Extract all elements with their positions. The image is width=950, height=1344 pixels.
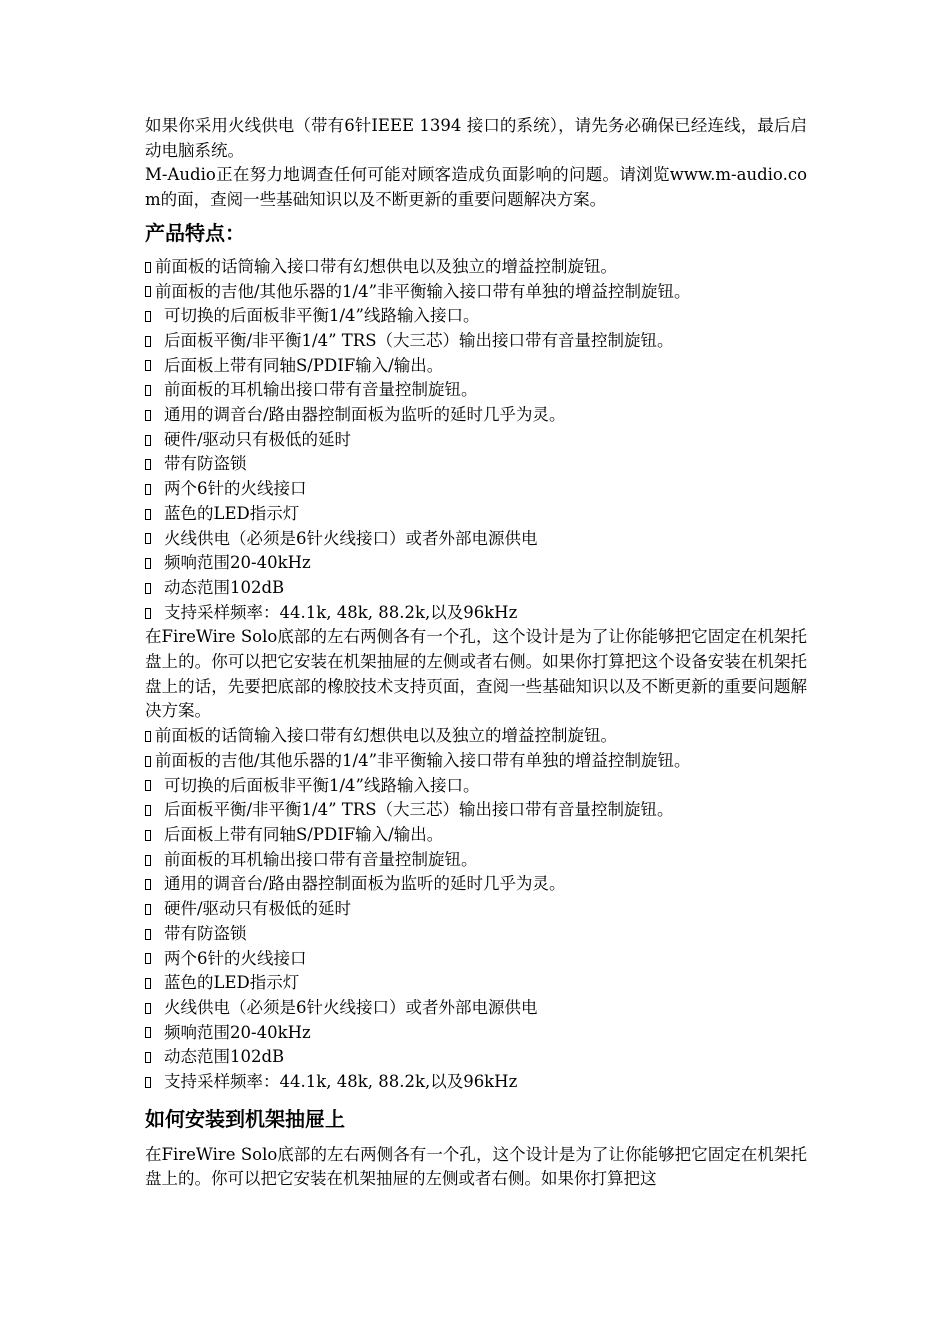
feature-text: 可切换的后面板非平衡1/4”线路输入接口。: [164, 775, 480, 795]
section-heading-features: 产品特点：: [145, 220, 245, 245]
feature-list-item: [145, 378, 807, 403]
section-heading-install: 如何安装到机架抽屉上: [145, 1106, 345, 1131]
bullet-box-icon: [145, 830, 151, 841]
feature-text: 带有防盗锁: [164, 923, 247, 943]
feature-text: 后面板上带有同轴S/PDIF输入/输出。: [164, 355, 444, 375]
feature-text: 前面板的吉他/其他乐器的1/4”非平衡输入接口带有单独的增益控制旋钮。: [155, 750, 691, 770]
document-page: [145, 114, 807, 1192]
bullet-box-icon: [145, 879, 151, 890]
bullet-box-icon: [145, 756, 151, 767]
bullet-box-icon: [145, 583, 151, 594]
bullet-box-icon: [145, 780, 151, 791]
intro-paragraph-support: M-Audio正在努力地调查任何可能对顾客造成负面影响的问题。请浏览www.m-audio.com的面，查阅一些基础知识以及不断更新的重要问题解决方案。: [145, 165, 807, 210]
bullet-box-icon: [145, 1077, 151, 1088]
install-paragraph: 在FireWire Solo底部的左右两侧各有一个孔，这个设计是为了让你能够把它固定在机架托盘上的。你可以把它安装在机架抽屉的左侧或者右侧。如果你打算把这: [145, 1144, 807, 1189]
feature-list-item: [145, 280, 807, 305]
feature-list-item: [145, 502, 807, 527]
feature-text: 后面板上带有同轴S/PDIF输入/输出。: [164, 824, 444, 844]
feature-text: 蓝色的LED指示灯: [164, 503, 300, 523]
bullet-box-icon: [145, 360, 151, 371]
bullet-box-icon: [145, 286, 151, 297]
bullet-box-icon: [145, 805, 151, 816]
feature-list-item: [145, 428, 807, 453]
feature-text: 可切换的后面板非平衡1/4”线路输入接口。: [164, 306, 480, 326]
bullet-box-icon: [145, 953, 151, 964]
feature-list-item: [145, 551, 807, 576]
feature-list-item: [145, 1045, 807, 1070]
feature-list-item: [145, 724, 807, 749]
bullet-box-icon: [145, 904, 151, 915]
feature-text: 前面板的吉他/其他乐器的1/4”非平衡输入接口带有单独的增益控制旋钮。: [155, 281, 691, 301]
feature-text: 通用的调音台/路由器控制面板为监听的延时几乎为灵。: [164, 874, 566, 894]
bullet-box-icon: [145, 533, 151, 544]
feature-list-item: [145, 749, 807, 774]
feature-list-2: [145, 724, 807, 1095]
bullet-box-icon: [145, 509, 151, 520]
bullet-box-icon: [145, 558, 151, 569]
feature-text: 带有防盗锁: [164, 454, 247, 474]
feature-list-item: [145, 255, 807, 280]
feature-list-item: [145, 354, 807, 379]
feature-text: 频响范围20-40kHz: [164, 1022, 311, 1042]
feature-text: 支持采样频率：44.1k, 48k, 88.2k,以及96kHz: [164, 602, 518, 622]
feature-list-item: [145, 452, 807, 477]
feature-text: 火线供电（必须是6针火线接口）或者外部电源供电: [164, 528, 538, 548]
feature-list-item: [145, 329, 807, 354]
bullet-box-icon: [145, 484, 151, 495]
bullet-box-icon: [145, 855, 151, 866]
feature-list-item: [145, 304, 807, 329]
feature-text: 硬件/驱动只有极低的延时: [164, 899, 352, 919]
feature-text: 蓝色的LED指示灯: [164, 973, 300, 993]
bullet-box-icon: [145, 385, 151, 396]
bullet-box-icon: [145, 311, 151, 322]
feature-text: 前面板的耳机输出接口带有音量控制旋钮。: [164, 380, 478, 400]
feature-text: 两个6针的火线接口: [164, 948, 307, 968]
feature-list-item: [145, 798, 807, 823]
feature-list-item: [145, 1021, 807, 1046]
bullet-box-icon: [145, 336, 151, 347]
bullet-box-icon: [145, 459, 151, 470]
feature-text: 火线供电（必须是6针火线接口）或者外部电源供电: [164, 997, 538, 1017]
bullet-box-icon: [145, 608, 151, 619]
bullet-box-icon: [145, 262, 151, 273]
feature-list-item: [145, 403, 807, 428]
feature-list-item: [145, 774, 807, 799]
feature-list-item: [145, 1070, 807, 1095]
feature-text: 两个6针的火线接口: [164, 479, 307, 499]
feature-list-item: [145, 823, 807, 848]
feature-text: 频响范围20-40kHz: [164, 553, 311, 573]
feature-list-item: [145, 922, 807, 947]
feature-text: 支持采样频率：44.1k, 48k, 88.2k,以及96kHz: [164, 1072, 518, 1092]
bullet-box-icon: [145, 1003, 151, 1014]
feature-list-item: [145, 872, 807, 897]
feature-text: 后面板平衡/非平衡1/4” TRS（大三芯）输出接口带有音量控制旋钮。: [164, 330, 674, 350]
feature-list-1: [145, 255, 807, 626]
bullet-box-icon: [145, 1027, 151, 1038]
bullet-box-icon: [145, 929, 151, 940]
feature-list-item: [145, 848, 807, 873]
feature-text: 后面板平衡/非平衡1/4” TRS（大三芯）输出接口带有音量控制旋钮。: [164, 800, 674, 820]
feature-text: 硬件/驱动只有极低的延时: [164, 429, 352, 449]
feature-text: 通用的调音台/路由器控制面板为监听的延时几乎为灵。: [164, 405, 566, 425]
bullet-box-icon: [145, 410, 151, 421]
feature-list-item: [145, 971, 807, 996]
feature-list-item: [145, 601, 807, 626]
bullet-box-icon: [145, 731, 151, 742]
feature-list-item: [145, 527, 807, 552]
feature-list-item: [145, 947, 807, 972]
feature-list-item: [145, 576, 807, 601]
feature-list-item: [145, 477, 807, 502]
feature-list-item: [145, 897, 807, 922]
bullet-box-icon: [145, 1052, 151, 1063]
feature-text: 前面板的耳机输出接口带有音量控制旋钮。: [164, 849, 478, 869]
feature-text: 前面板的话筒输入接口带有幻想供电以及独立的增益控制旋钮。: [155, 256, 617, 276]
feature-text: 前面板的话筒输入接口带有幻想供电以及独立的增益控制旋钮。: [155, 726, 617, 746]
feature-list-item: [145, 996, 807, 1021]
feature-text: 动态范围102dB: [164, 577, 285, 597]
rack-mount-paragraph: 在FireWire Solo底部的左右两侧各有一个孔，这个设计是为了让你能够把它固定在机架托盘上的。你可以把它安装在机架抽屉的左侧或者右侧。如果你打算把这个设备安装在机架托盘上的话，先要把底部的橡胶技术支持页面，查阅一些基础知识以及不断更新的重要问题解决方案。: [145, 627, 807, 721]
feature-text: 动态范围102dB: [164, 1047, 285, 1067]
bullet-box-icon: [145, 435, 151, 446]
bullet-box-icon: [145, 978, 151, 989]
intro-paragraph-power: 如果你采用火线供电（带有6针IEEE 1394 接口的系统），请先务必确保已经连线，最后启动电脑系统。: [145, 116, 807, 160]
